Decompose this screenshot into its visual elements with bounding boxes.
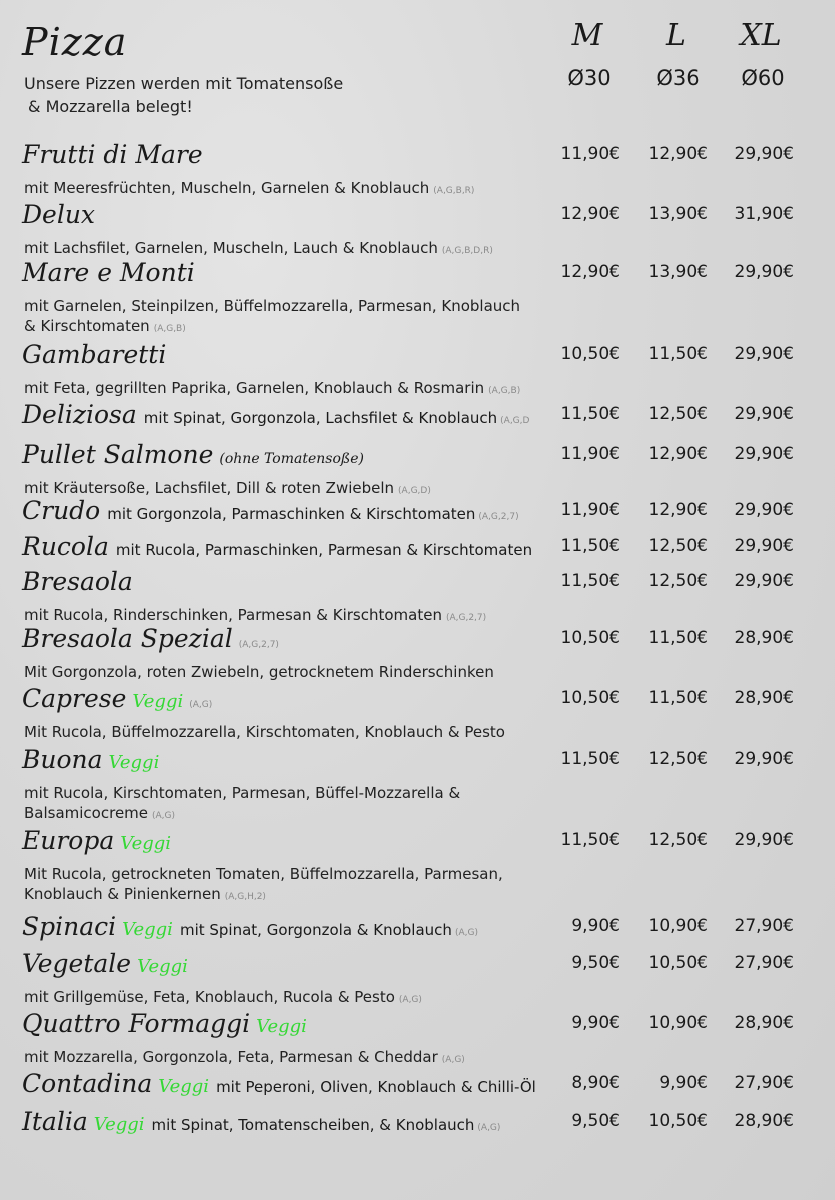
allergen-codes: (A,G,2,7)	[445, 613, 487, 623]
pizza-name-line	[22, 440, 364, 469]
price-m: 11,50€	[560, 404, 620, 424]
pizza-name-line	[22, 1009, 307, 1038]
pizza-name: Delux	[22, 200, 96, 229]
description-text: mit Garnelen, Steinpilzen, Büffelmozzarella, Parmesan, Knoblauch	[24, 297, 521, 315]
allergen-codes: (A,G)	[441, 1055, 465, 1065]
pizza-name-line	[22, 745, 159, 774]
price-l: 11,50€	[648, 628, 708, 648]
pizza-description	[24, 884, 266, 907]
price-l: 12,90€	[648, 144, 708, 164]
price-l: 12,50€	[648, 749, 708, 769]
pizza-name: Quattro Formaggi	[22, 1009, 251, 1038]
price-l: 13,90€	[648, 204, 708, 224]
description-text: Mit Rucola, getrockneten Tomaten, Büffelmozzarella, Parmesan,	[24, 865, 503, 883]
pizza-name-line	[22, 140, 203, 169]
veggi-badge: Veggi	[256, 1016, 307, 1037]
price-m: 8,90€	[571, 1073, 620, 1093]
pizza-name: Bresaola	[22, 567, 133, 596]
price-l: 10,50€	[648, 953, 708, 973]
price-xl: 29,90€	[734, 500, 794, 520]
allergen-codes: (A,G)	[477, 1123, 501, 1133]
allergen-codes: (A,G)	[152, 811, 176, 821]
price-xl: 29,90€	[734, 830, 794, 850]
price-l: 10,90€	[648, 916, 708, 936]
veggi-badge: Veggi	[108, 752, 160, 773]
pizza-note: (A,G,2,7)	[238, 640, 279, 650]
pizza-name: Deliziosa	[22, 400, 137, 429]
price-m: 11,50€	[560, 830, 620, 850]
description-text: mit Rucola, Kirschtomaten, Parmesan, Büffel-Mozzarella &	[24, 784, 461, 802]
price-xl: 29,90€	[734, 571, 794, 591]
price-l: 12,50€	[648, 536, 708, 556]
size-l-label: L	[666, 18, 686, 53]
price-m: 9,50€	[571, 953, 620, 973]
pizza-description: mit Gorgonzola, Parmaschinken & Kirschtomaten	[107, 505, 476, 523]
pizza-name-line	[22, 1069, 536, 1098]
allergen-codes: (A,G,B,D,R)	[441, 246, 493, 256]
pizza-name-line	[22, 496, 519, 525]
allergen-codes: (A,G,B,R)	[433, 186, 475, 196]
price-xl: 28,90€	[734, 688, 794, 708]
allergen-codes: (A,G,2,7)	[478, 512, 519, 522]
price-xl: 29,90€	[734, 404, 794, 424]
intro-text	[24, 72, 343, 118]
allergen-codes: (A,G,D	[500, 416, 530, 426]
price-m: 11,90€	[560, 500, 620, 520]
size-m-diameter: Ø30	[567, 66, 611, 90]
pizza-name: Contadina	[22, 1069, 153, 1098]
size-xl-diameter: Ø60	[741, 66, 785, 90]
description-text: mit Meeresfrüchten, Muscheln, Garnelen & Knoblauch	[24, 179, 430, 197]
price-l: 12,50€	[648, 571, 708, 591]
pizza-name-line	[22, 200, 95, 229]
pizza-description	[24, 864, 503, 884]
pizza-name: Italia	[22, 1107, 88, 1136]
price-l: 9,90€	[659, 1073, 708, 1093]
allergen-codes: (A,G,B)	[488, 386, 521, 396]
price-xl: 29,90€	[734, 749, 794, 769]
veggi-badge: Veggi	[137, 956, 188, 977]
pizza-name: Pullet Salmone	[22, 440, 214, 469]
price-xl: 29,90€	[734, 444, 794, 464]
allergen-codes: (A,G,D)	[398, 486, 431, 496]
intro-line-1: Unsere Pizzen werden mit Tomatensoße	[24, 74, 344, 93]
description-text: mit Grillgemüse, Feta, Knoblauch, Rucola & Pesto	[24, 988, 395, 1006]
price-xl: 28,90€	[734, 1013, 794, 1033]
price-m: 9,50€	[571, 1111, 620, 1131]
price-xl: 27,90€	[734, 953, 794, 973]
page-title: Pizza	[22, 20, 128, 64]
pizza-name-line	[22, 684, 212, 713]
description-text: & Kirschtomaten	[24, 317, 150, 335]
allergen-codes: (A,G)	[398, 995, 422, 1005]
description-text: mit Rucola, Rinderschinken, Parmesan & Kirschtomaten	[24, 606, 442, 624]
description-text: mit Lachsfilet, Garnelen, Muscheln, Lauch & Knoblauch	[24, 239, 438, 257]
pizza-name: Caprese	[22, 684, 127, 713]
price-m: 11,90€	[560, 444, 620, 464]
price-l: 12,50€	[648, 404, 708, 424]
price-m: 11,90€	[560, 144, 620, 164]
pizza-name-line	[22, 532, 532, 561]
pizza-name: Mare e Monti	[22, 258, 195, 287]
pizza-description: mit Spinat, Tomatenscheiben, & Knoblauch	[151, 1116, 475, 1134]
pizza-name: Bresaola Spezial	[22, 624, 233, 653]
description-text: mit Mozzarella, Gorgonzola, Feta, Parmesan & Cheddar	[24, 1048, 438, 1066]
pizza-name: Frutti di Mare	[22, 140, 203, 169]
allergen-codes: (A,G,B)	[153, 324, 186, 334]
price-m: 10,50€	[560, 344, 620, 364]
pizza-name: Crudo	[22, 496, 101, 525]
veggi-badge: Veggi	[122, 919, 173, 940]
price-xl: 27,90€	[734, 916, 794, 936]
pizza-description: mit Spinat, Gorgonzola, Lachsfilet & Knoblauch	[143, 409, 498, 427]
description-text: Mit Rucola, Büffelmozzarella, Kirschtomaten, Knoblauch & Pesto	[24, 723, 505, 741]
price-m: 9,90€	[571, 1013, 620, 1033]
price-m: 12,90€	[560, 204, 620, 224]
price-l: 11,50€	[648, 688, 708, 708]
pizza-name-line	[22, 826, 171, 855]
pizza-name-line	[22, 258, 195, 287]
pizza-description	[24, 987, 422, 1010]
price-xl: 27,90€	[734, 1073, 794, 1093]
pizza-name: Vegetale	[22, 949, 132, 978]
price-m: 10,50€	[560, 688, 620, 708]
pizza-description	[24, 783, 460, 803]
description-text: mit Feta, gegrillten Paprika, Garnelen, Knoblauch & Rosmarin	[24, 379, 485, 397]
pizza-note: (A,G)	[189, 700, 213, 710]
price-m: 11,50€	[560, 749, 620, 769]
pizza-name: Spinaci	[22, 912, 117, 941]
veggi-badge: Veggi	[132, 691, 184, 712]
pizza-name: Europa	[22, 826, 115, 855]
pizza-name: Buona	[22, 745, 103, 774]
description-text: Knoblauch & Pinienkernen	[24, 885, 221, 903]
allergen-codes: (A,G)	[454, 928, 478, 938]
pizza-description	[24, 662, 494, 682]
pizza-name-line	[22, 340, 166, 369]
price-m: 11,50€	[560, 571, 620, 591]
price-xl: 29,90€	[734, 536, 794, 556]
price-m: 12,90€	[560, 262, 620, 282]
price-xl: 29,90€	[734, 344, 794, 364]
price-xl: 28,90€	[734, 628, 794, 648]
veggi-badge: Veggi	[158, 1076, 210, 1097]
price-l: 13,90€	[648, 262, 708, 282]
pizza-description: mit Rucola, Parmaschinken, Parmesan & Kirschtomaten	[115, 541, 533, 559]
pizza-description	[24, 378, 520, 401]
allergen-codes: (A,G,H,2)	[224, 892, 266, 902]
veggi-badge: Veggi	[93, 1114, 145, 1135]
intro-line-2: & Mozzarella belegt!	[28, 97, 193, 116]
pizza-description	[24, 803, 175, 826]
price-l: 10,50€	[648, 1111, 708, 1131]
price-xl: 29,90€	[734, 144, 794, 164]
pizza-description: mit Spinat, Gorgonzola & Knoblauch	[179, 921, 452, 939]
pizza-name: Gambaretti	[22, 340, 167, 369]
pizza-description	[24, 178, 474, 201]
price-m: 11,50€	[560, 536, 620, 556]
description-text: Mit Gorgonzola, roten Zwiebeln, getrocknetem Rinderschinken	[24, 663, 494, 681]
price-l: 11,50€	[648, 344, 708, 364]
veggi-badge: Veggi	[120, 833, 172, 854]
price-xl: 29,90€	[734, 262, 794, 282]
description-text: Balsamicocreme	[24, 804, 149, 822]
price-xl: 28,90€	[734, 1111, 794, 1131]
price-m: 10,50€	[560, 628, 620, 648]
pizza-name-line	[22, 1107, 500, 1136]
size-m-label: M	[571, 18, 603, 53]
size-xl-label: XL	[740, 18, 782, 53]
pizza-description	[24, 316, 186, 339]
pizza-name-line	[22, 949, 188, 978]
pizza-note: (ohne Tomatensoße)	[219, 451, 364, 467]
pizza-name-line	[22, 567, 133, 596]
price-xl: 31,90€	[734, 204, 794, 224]
size-l-diameter: Ø36	[656, 66, 700, 90]
description-text: mit Kräutersoße, Lachsfilet, Dill & roten Zwiebeln	[24, 479, 395, 497]
price-l: 12,90€	[648, 500, 708, 520]
pizza-description: mit Peperoni, Oliven, Knoblauch & Chilli-Öl	[216, 1078, 536, 1096]
price-m: 9,90€	[571, 916, 620, 936]
pizza-name-line	[22, 912, 478, 941]
price-l: 12,90€	[648, 444, 708, 464]
pizza-name-line	[22, 400, 529, 429]
pizza-name: Rucola	[22, 532, 109, 561]
price-l: 12,50€	[648, 830, 708, 850]
pizza-name-line	[22, 624, 279, 653]
pizza-description	[24, 296, 520, 316]
pizza-description	[24, 722, 505, 742]
pizza-description	[24, 1047, 465, 1070]
price-l: 10,90€	[648, 1013, 708, 1033]
